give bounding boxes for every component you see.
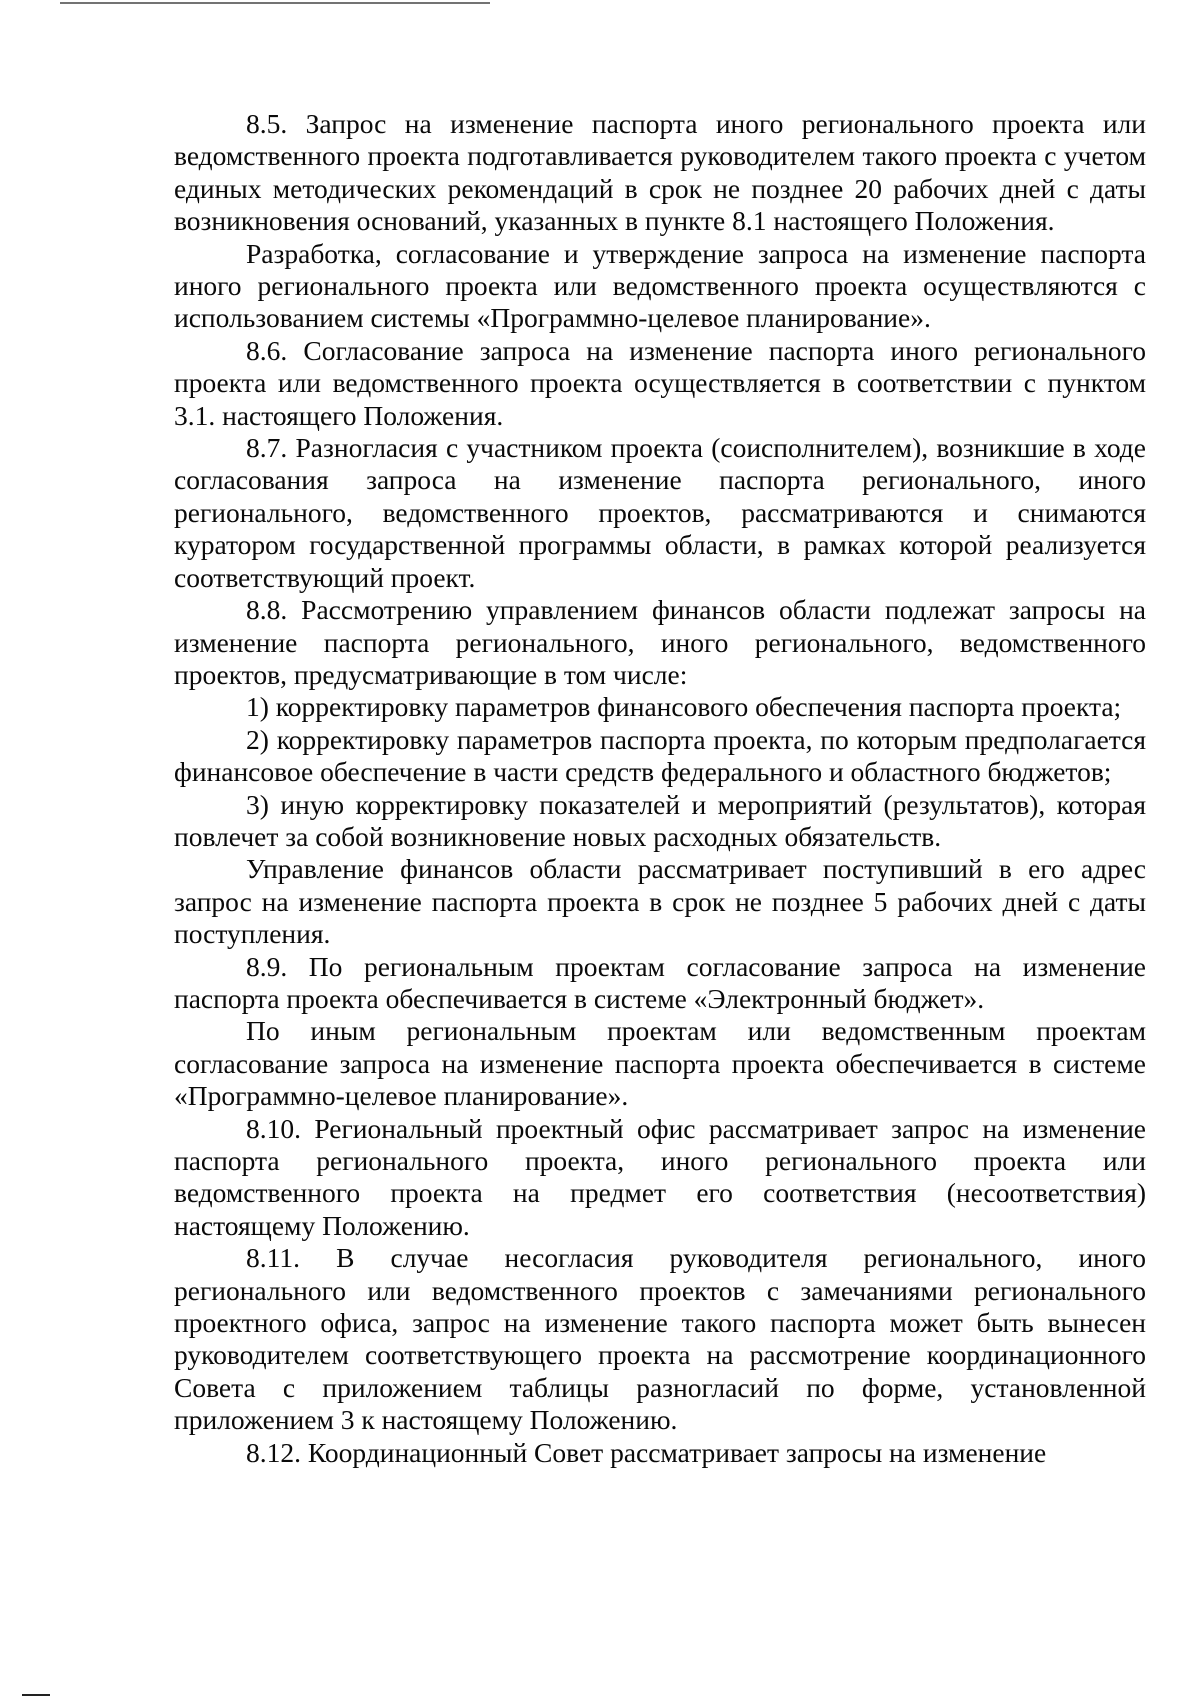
paragraph-8-9: 8.9. По региональным проектам согласование запроса на изменение паспорта проекта обеспечивается в системе «Электронный бюджет». xyxy=(174,950,1146,1014)
document-body xyxy=(174,108,1146,1469)
paragraph-8-11: 8.11. В случае несогласия руководителя регионального, иного регионального или ведомственного проектов с замечаниями регионального проектного офиса, запрос на изменение такого паспорта может быть вынесен руководителем соответствующего проекта на рассмотрение координационного Совета с приложением таблицы разногласий по форме, установленной приложением 3 к настоящему Положению. xyxy=(174,1242,1146,1436)
paragraph-finance-review: Управление финансов области рассматривает поступивший в его адрес запрос на изменение паспорта проекта в срок не позднее 5 рабочих дней с даты поступления. xyxy=(174,853,1146,950)
paragraph-8-10: 8.10. Региональный проектный офис рассматривает запрос на изменение паспорта регионального проекта, иного регионального проекта или ведомственного проекта на предмет его соответствия (несоответствия) настоящему Положению. xyxy=(174,1112,1146,1241)
paragraph-8-6: 8.6. Согласование запроса на изменение паспорта иного регионального проекта или ведомственного проекта осуществляется в соответствии с пунктом 3.1. настоящего Положения. xyxy=(174,334,1146,431)
scan-corner-mark xyxy=(22,1694,50,1696)
list-item-2: 2) корректировку параметров паспорта проекта, по которым предполагается финансовое обеспечение в части средств федерального и областного бюджетов; xyxy=(174,723,1146,788)
paragraph-8-5: 8.5. Запрос на изменение паспорта иного регионального проекта или ведомственного проекта подготавливается руководителем такого проекта с учетом единых методических рекомендаций в срок не позднее 20 рабочих дней с даты возникновения оснований, указанных в пункте 8.1 настоящего Положения. xyxy=(174,108,1146,237)
paragraph-8-8: 8.8. Рассмотрению управлением финансов области подлежат запросы на изменение паспорта регионального, иного регионального, ведомственного проектов, предусматривающие в том числе: xyxy=(174,594,1146,690)
list-item-1: 1) корректировку параметров финансового обеспечения паспорта проекта; xyxy=(246,691,1122,723)
paragraph-8-7: 8.7. Разногласия с участником проекта (соисполнителем), возникшие в ходе согласования запроса на изменение паспорта регионального, иного регионального, ведомственного проектов, рассматриваются и снимаются куратором государственной программы области, в рамках которой реализуется соответствующий проект. xyxy=(174,432,1146,593)
scan-edge-line xyxy=(60,2,490,4)
paragraph-8-12: 8.12. Координационный Совет рассматривает запросы на изменение xyxy=(246,1436,1047,1468)
list-item-3: 3) иную корректировку показателей и мероприятий (результатов), которая повлечет за собой возникновение новых расходных обязательств. xyxy=(174,788,1146,852)
paragraph-other-projects: По иным региональным проектам или ведомственным проектам согласование запроса на изменение паспорта проекта обеспечивается в системе «Программно-целевое планирование». xyxy=(174,1015,1146,1112)
paragraph-development: Разработка, согласование и утверждение запроса на изменение паспорта иного регионального проекта или ведомственного проекта осуществляются с использованием системы «Программно-целевое планирование». xyxy=(174,237,1146,334)
